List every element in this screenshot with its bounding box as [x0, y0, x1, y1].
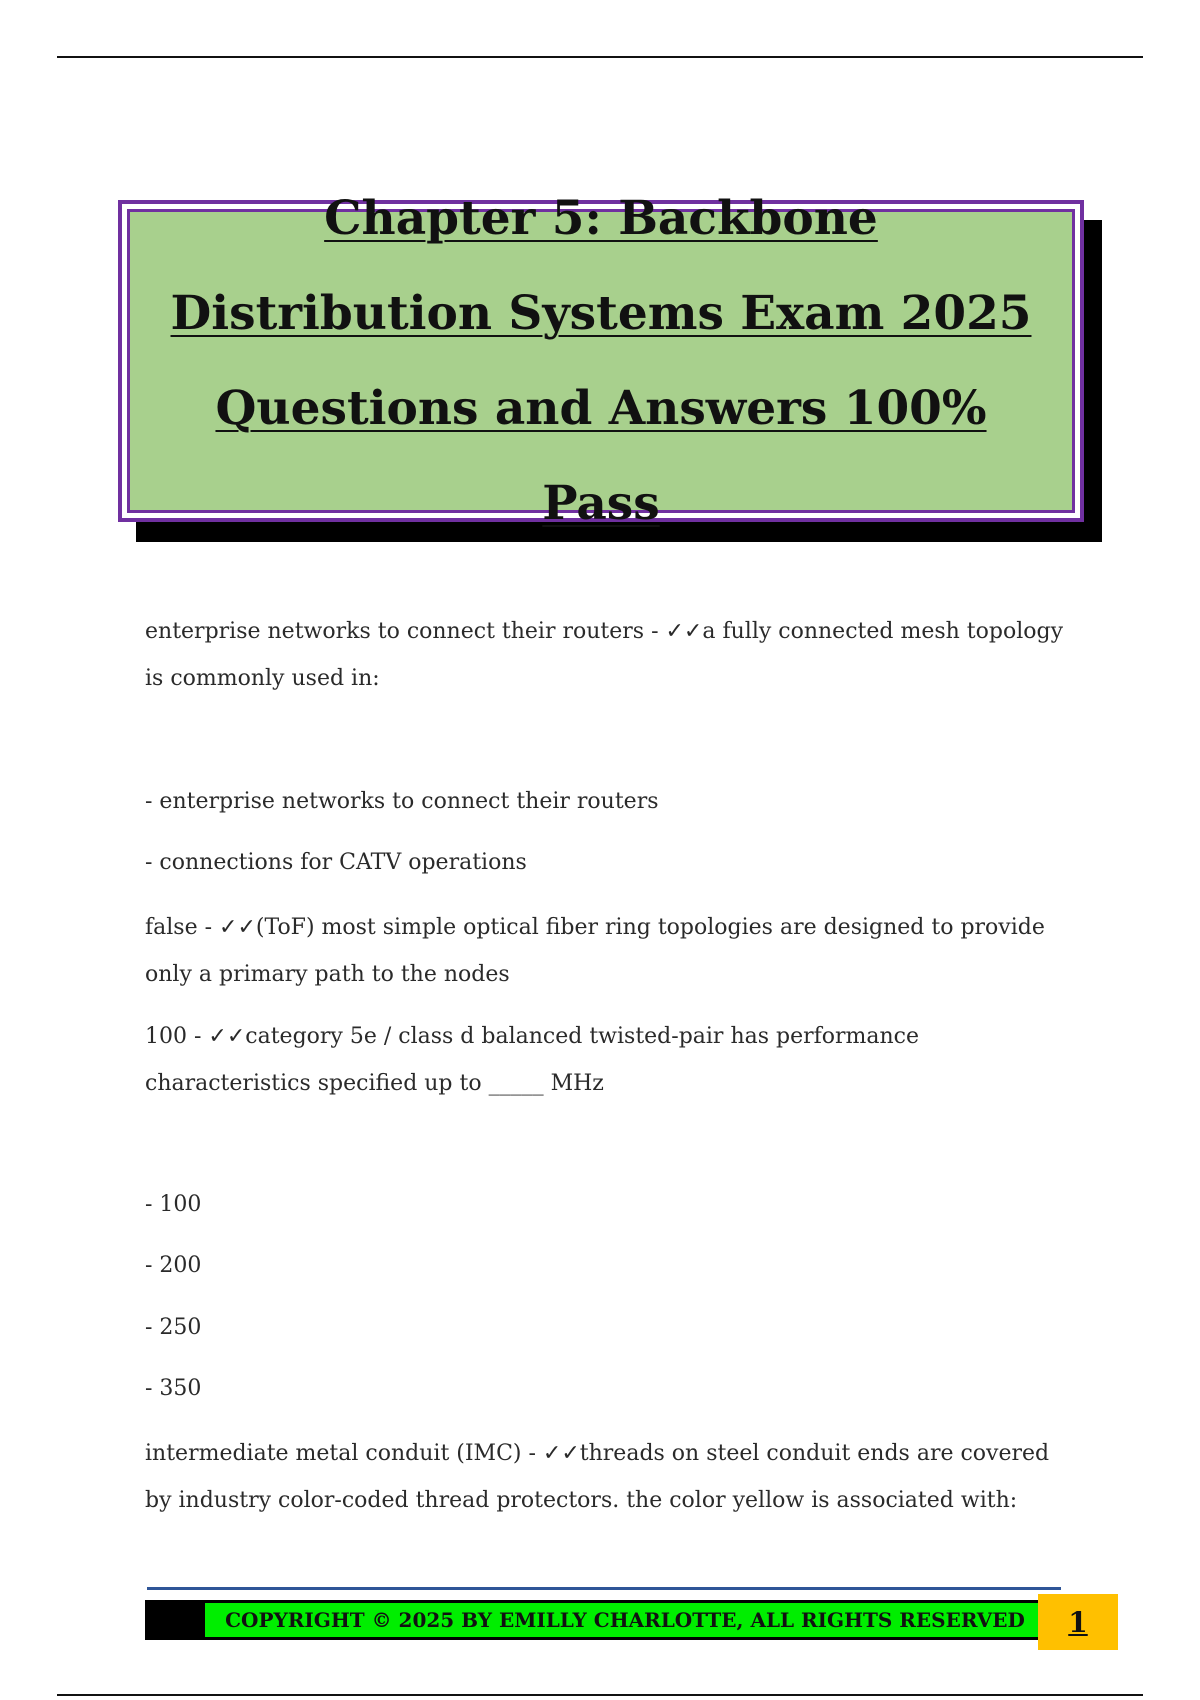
title-box-inner — [127, 191, 1075, 531]
paragraph-option-3a: - 100 — [145, 1192, 202, 1217]
paragraph-option-3c: - 250 — [145, 1315, 202, 1340]
page-number: 1 — [1068, 1605, 1088, 1639]
paragraph-question-4: intermediate metal conduit (IMC) - ✓✓threads on steel conduit ends are covered by industry color-coded thread protectors. the color yellow is associated with: — [145, 1441, 1050, 1513]
footer-bottom-rule — [57, 1694, 1143, 1696]
paragraph-question-1: enterprise networks to connect their routers - ✓✓a fully connected mesh topology is commonly used in: — [145, 619, 1063, 691]
paragraph-option-1b: - connections for CATV operations — [145, 850, 527, 875]
header-rule — [57, 56, 1143, 58]
title-box — [118, 191, 1084, 531]
page-title: Chapter 5: Backbone Distribution Systems Exam 2025 Questions and Answers 100% Pass — [170, 191, 1032, 531]
paragraph-question-3: 100 - ✓✓category 5e / class d balanced twisted-pair has performance characteristics specified up to _____ MHz — [145, 1024, 920, 1096]
paragraph-option-1a: - enterprise networks to connect their routers — [145, 789, 659, 814]
paragraph-question-2: false - ✓✓(ToF) most simple optical fiber ring topologies are designed to provide only a primary path to the nodes — [145, 915, 1045, 987]
paragraph-option-3d: - 350 — [145, 1376, 202, 1401]
footer-copyright: COPYRIGHT © 2025 BY EMILLY CHARLOTTE, ALL RIGHTS RESERVED — [205, 1603, 1045, 1637]
paragraph-option-3b: - 200 — [145, 1253, 202, 1278]
footer-rule — [147, 1587, 1061, 1590]
page-number-box — [1038, 1594, 1118, 1650]
